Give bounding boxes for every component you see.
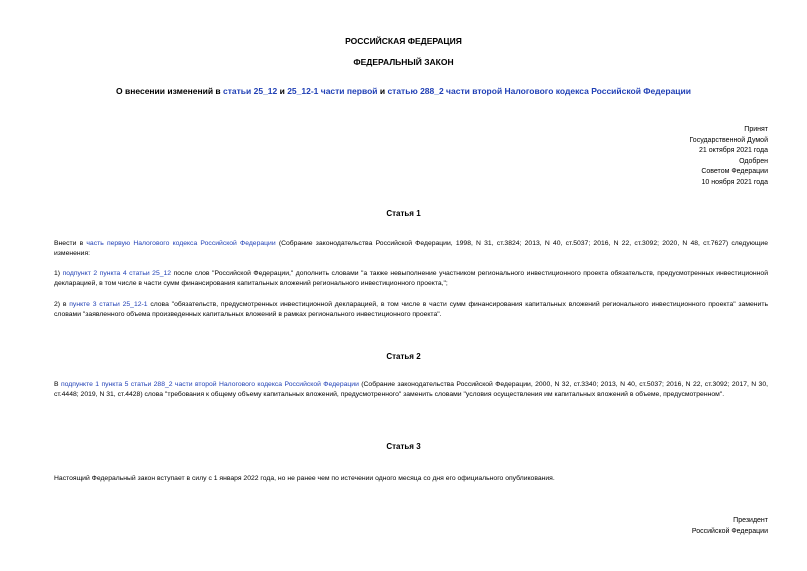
title-text-2: и	[277, 86, 288, 96]
text-segment: В	[54, 381, 61, 388]
adoption-line: Советом Федерации	[701, 168, 768, 175]
title-text-3: и	[377, 86, 388, 96]
article-3-text: Настоящий Федеральный закон вступает в силу с 1 января 2022 года, но не ранее чем по истечении одного месяца со дня его официального опубликования.	[54, 475, 555, 482]
link-tax-code-part-one[interactable]: часть первую Налогового кодекса Российской Федерации	[86, 240, 276, 247]
link-subparagraph-2-p4-art-25-12[interactable]: подпункт 2 пункта 4 статьи 25_12	[62, 270, 172, 277]
title-link-article-25-12[interactable]: статьи 25_12	[223, 86, 278, 96]
adoption-line: Государственной Думой	[689, 136, 768, 144]
adoption-line: Одобрен	[739, 157, 768, 165]
adoption-block	[689, 125, 768, 188]
signature-line: Президент	[733, 517, 768, 524]
article-3-heading: Статья 3	[386, 442, 421, 451]
law-type-heading: ФЕДЕРАЛЬНЫЙ ЗАКОН	[353, 57, 454, 67]
article-1-intro	[54, 239, 768, 259]
article-1-item-2	[54, 300, 768, 320]
text-segment: 2) в	[54, 301, 70, 308]
link-subparagraph-1-p5-art-288-2[interactable]: подпункте 1 пункта 5 статьи 288_2 части второй Налогового кодекса Российской Федерации	[60, 381, 359, 388]
law-title	[0, 86, 807, 96]
text-segment: 1)	[54, 270, 63, 277]
article-2-heading: Статья 2	[386, 352, 421, 361]
link-paragraph-3-art-25-12-1[interactable]: пункте 3 статьи 25_12-1	[69, 301, 148, 308]
article-1-item-1	[54, 269, 768, 289]
title-link-article-25-12-1[interactable]: 25_12-1 части первой	[287, 86, 378, 96]
text-segment: Внести в	[54, 240, 87, 247]
text-segment: после слов "Российской Федерации," дополнить словами "а также невыполнение участником регионального инвестиционного проекта обязательств, предусмотренных инвестиционной декларацией, в том числе в части сумм финансирования капитальных вложений регионального инвестиционного проекта,";	[54, 270, 768, 287]
article-2-text	[54, 380, 768, 400]
text-segment: (Собрание законодательства Российской Федерации, 2000, N 32, ст.3340; 2013, N 40, ст.5037; 2016, N 22, ст.3092; 2017, N 30, ст.4448; 2019, N 31, ст.4428) слова "требования к общему объему капитальных вложений, предусмотренного" заменить словами "условия осуществления им капитальных вложений в объеме, предусмотренном".	[54, 381, 768, 398]
adoption-line: Принят	[744, 126, 768, 133]
country-heading: РОССИЙСКАЯ ФЕДЕРАЦИЯ	[345, 36, 462, 46]
title-link-article-288-2[interactable]: статью 288_2 части второй Налогового кодекса Российской Федерации	[387, 86, 691, 96]
signature-line: Российской Федерации	[691, 527, 768, 535]
signature-block	[692, 516, 768, 537]
article-1-heading: Статья 1	[386, 209, 421, 218]
text-segment: (Собрание законодательства Российской Федерации, 1998, N 31, ст.3824; 2013, N 40, ст.5037; 2016, N 22, ст.3092; 2020, N 48, ст.7627) следующие изменения:	[54, 240, 768, 257]
adoption-line: 10 ноября 2021 года	[701, 178, 768, 186]
text-segment: слова "обязательств, предусмотренных инвестиционной декларацией, в том числе в части сумм финансирования капитальных вложений регионального инвестиционного проекта" заменить словами "заявленного объема произведенных капитальных вложений в рамках регионального инвестиционного проекта".	[54, 301, 768, 318]
adoption-line: 21 октября 2021 года	[699, 147, 768, 154]
title-text-1: О внесении изменений в	[116, 86, 224, 96]
